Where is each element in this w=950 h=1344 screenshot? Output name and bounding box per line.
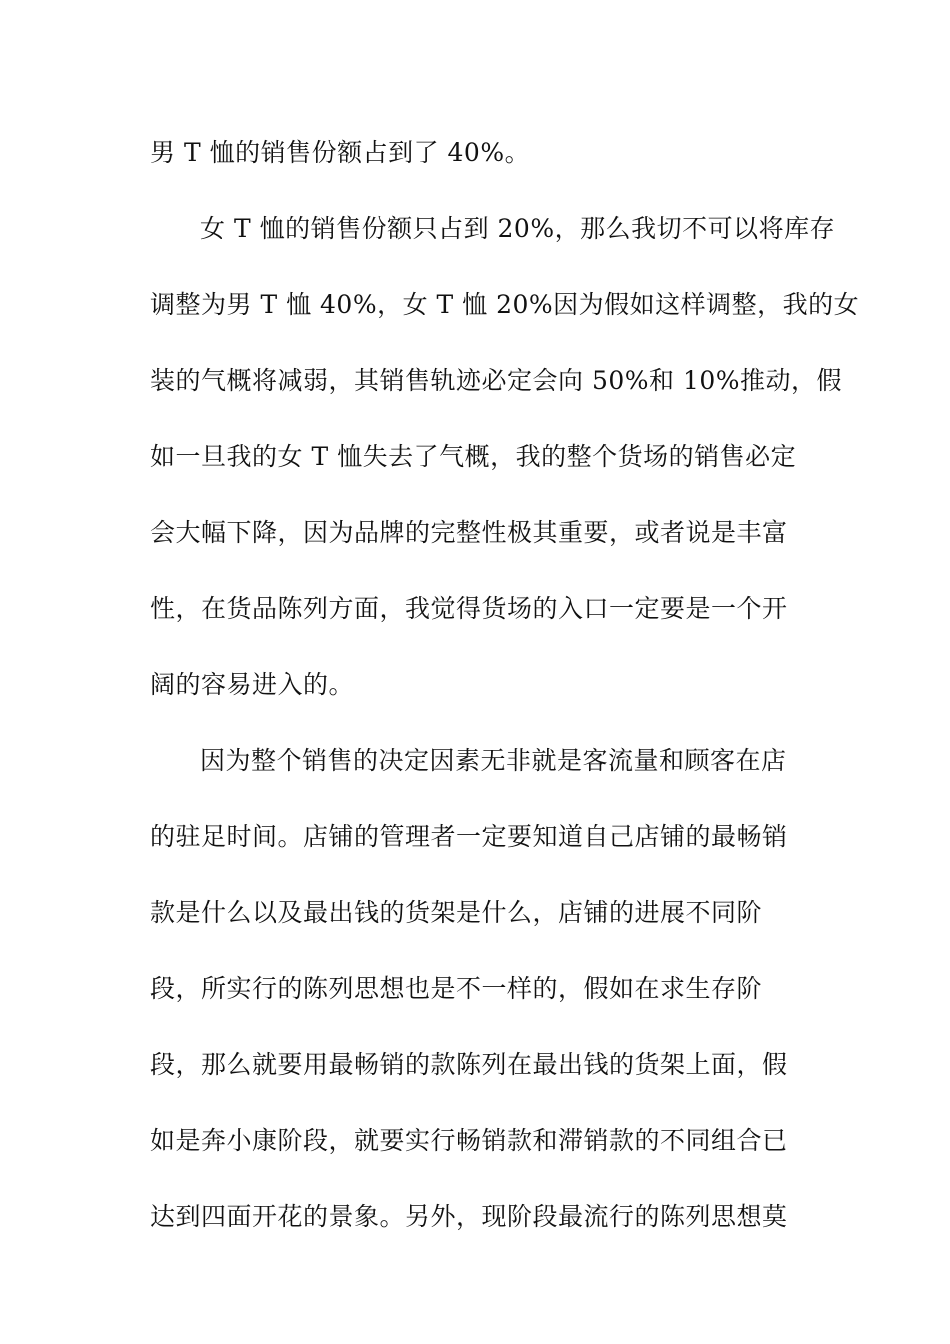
paragraph-line: 如是奔小康阶段，就要实行畅销款和滞销款的不同组合已 [150, 1126, 788, 1155]
paragraph-line: 会大幅下降，因为品牌的完整性极其重要，或者说是丰富 [150, 518, 788, 547]
paragraph-line: 款是什么以及最出钱的货架是什么，店铺的进展不同阶 [150, 898, 763, 927]
paragraph-line: 如一旦我的女 T 恤失去了气概，我的整个货场的销售必定 [150, 442, 797, 471]
paragraph-line: 阔的容易进入的。 [150, 670, 355, 699]
paragraph-line: 段，所实行的陈列思想也是不一样的，假如在求生存阶 [150, 974, 763, 1003]
paragraph-line: 装的气概将减弱，其销售轨迹必定会向 50%和 10%推动，假 [150, 366, 843, 395]
document-body [150, 133, 860, 1273]
paragraph-line: 因为整个销售的决定因素无非就是客流量和顾客在店 [200, 746, 787, 775]
paragraph-line: 女 T 恤的销售份额只占到 20%，那么我切不可以将库存 [200, 214, 836, 243]
paragraph-line: 性，在货品陈列方面，我觉得货场的入口一定要是一个开 [150, 594, 788, 623]
paragraph-line: 的驻足时间。店铺的管理者一定要知道自己店铺的最畅销 [150, 822, 788, 851]
paragraph-line: 调整为男 T 恤 40%，女 T 恤 20%因为假如这样调整，我的女 [150, 290, 860, 319]
paragraph-line: 段，那么就要用最畅销的款陈列在最出钱的货架上面，假 [150, 1050, 788, 1079]
paragraph-line: 男 T 恤的销售份额占到了 40%。 [150, 138, 531, 167]
paragraph-line: 达到四面开花的景象。另外，现阶段最流行的陈列思想莫 [150, 1202, 788, 1231]
